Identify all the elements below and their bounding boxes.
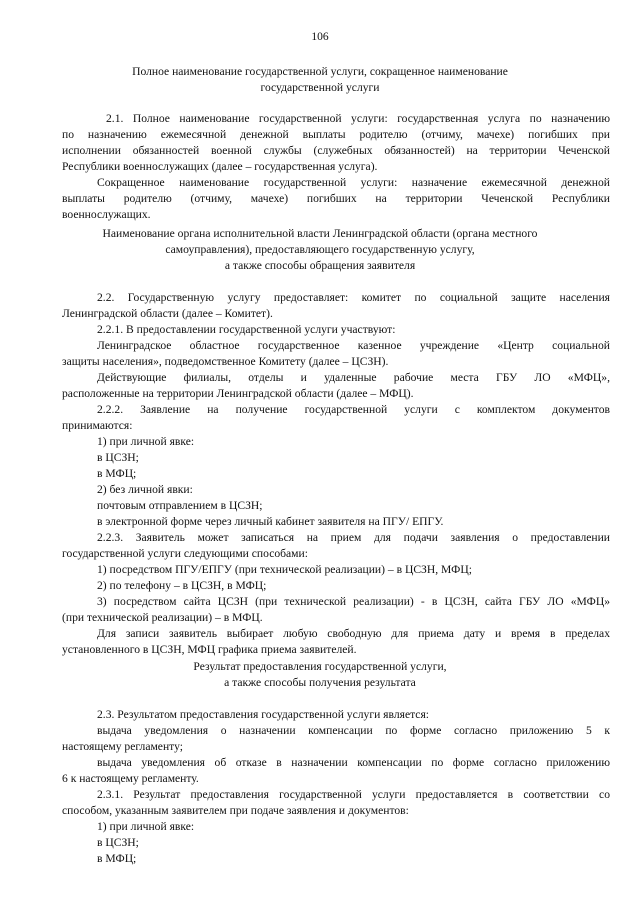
paragraph-line: 2.3.1. Результат предоставления государственной услуги предоставляется в соответствии со [97,788,610,801]
paragraph-line: установленного в ЦСЗН, МФЦ графика приема заявителей. [62,643,357,656]
paragraph-line: защиты населения», подведомственное Комитету (далее – ЦСЗН). [62,355,389,368]
paragraph-line: 2.2.2. Заявление на получение государственной услуги с комплектом документов [97,403,610,416]
section-heading: Результат предоставления государственной услуги, [193,660,447,673]
section-heading: Полное наименование государственной услуги, сокращенное наименование [132,65,508,78]
paragraph-line: Республики военнослужащих (далее – государственная услуга). [62,160,378,173]
list-item: почтовым отправлением в ЦСЗН; [97,499,263,512]
list-item: 1) посредством ПГУ/ЕПГУ (при технической реализации) – в ЦСЗН, МФЦ; [97,563,472,576]
paragraph-line: настоящему регламенту; [62,740,183,753]
paragraph-line: 2.2. Государственную услугу предоставляет: комитет по социальной защите населения [97,291,610,304]
page-number: 106 [311,31,329,43]
paragraph-line: 3) посредством сайта ЦСЗН (при технической реализации) - в ЦСЗН, сайта ГБУ ЛО «МФЦ» [97,595,610,608]
list-item: в ЦСЗН; [97,451,139,464]
list-item: 2) по телефону – в ЦСЗН, в МФЦ; [97,579,267,592]
paragraph-line: способом, указанным заявителем при подаче заявления и документов: [62,804,409,817]
section-heading: а также способы получения результата [224,676,416,689]
paragraph-line: 2.1. Полное наименование государственной услуги: государственная услуга по назначению [106,112,610,125]
paragraph-line: Для записи заявитель выбирает любую свободную для приема дату и время в пределах [97,627,610,640]
paragraph-line: 2.2.1. В предоставлении государственной услуги участвуют: [97,323,396,336]
paragraph-line: 6 к настоящему регламенту. [62,772,199,785]
section-heading: самоуправления), предоставляющего государственную услугу, [165,243,475,256]
paragraph-line: Ленинградское областное государственное казенное учреждение «Центр социальной [97,339,610,352]
paragraph-line: государственной услуги следующими способами: [62,547,308,560]
paragraph-line: Ленинградской области (далее – Комитет). [62,307,273,320]
paragraph-line: исполнении обязанностей военной службы (служебных обязанностей) на территории Чеченской [62,144,610,157]
section-heading: государственной услуги [260,81,380,94]
list-item: 1) при личной явке: [97,820,195,833]
paragraph-line: расположенные на территории Ленинградской области (далее – МФЦ). [62,387,414,400]
list-item: в электронной форме через личный кабинет заявителя на ПГУ/ ЕПГУ. [97,515,444,528]
section-heading: Наименование органа исполнительной власти Ленинградской области (органа местного [102,227,538,240]
list-item: 1) при личной явке: [97,435,195,448]
paragraph-line: (при технической реализации) – в МФЦ. [62,611,263,624]
list-item: 2) без личной явки: [97,483,193,496]
paragraph-line: выдача уведомления о назначении компенсации по форме согласно приложению 5 к [97,724,610,737]
section-heading: а также способы обращения заявителя [224,259,416,272]
paragraph-line: выплаты родителю (отчиму, мачехе) погибших на территории Чеченской Республики [62,192,610,205]
paragraph-line: выдача уведомления об отказе в назначении компенсации по форме согласно приложению [97,756,610,769]
paragraph-line: Действующие филиалы, отделы и удаленные рабочие места ГБУ ЛО «МФЦ», [97,371,610,384]
paragraph-line: принимаются: [62,419,133,432]
paragraph-line: 2.2.3. Заявитель может записаться на прием для подачи заявления о предоставлении [97,531,610,544]
paragraph-line: Сокращенное наименование государственной услуги: назначение ежемесячной денежной [97,176,610,189]
list-item: в МФЦ; [97,467,137,480]
paragraph-line: военнослужащих. [62,208,151,221]
paragraph-line: по назначению ежемесячной денежной выплаты родителю (отчиму, мачехе) погибших при [62,128,610,141]
paragraph-line: 2.3. Результатом предоставления государственной услуги является: [97,708,430,721]
list-item: в МФЦ; [97,852,137,865]
list-item: в ЦСЗН; [97,836,139,849]
